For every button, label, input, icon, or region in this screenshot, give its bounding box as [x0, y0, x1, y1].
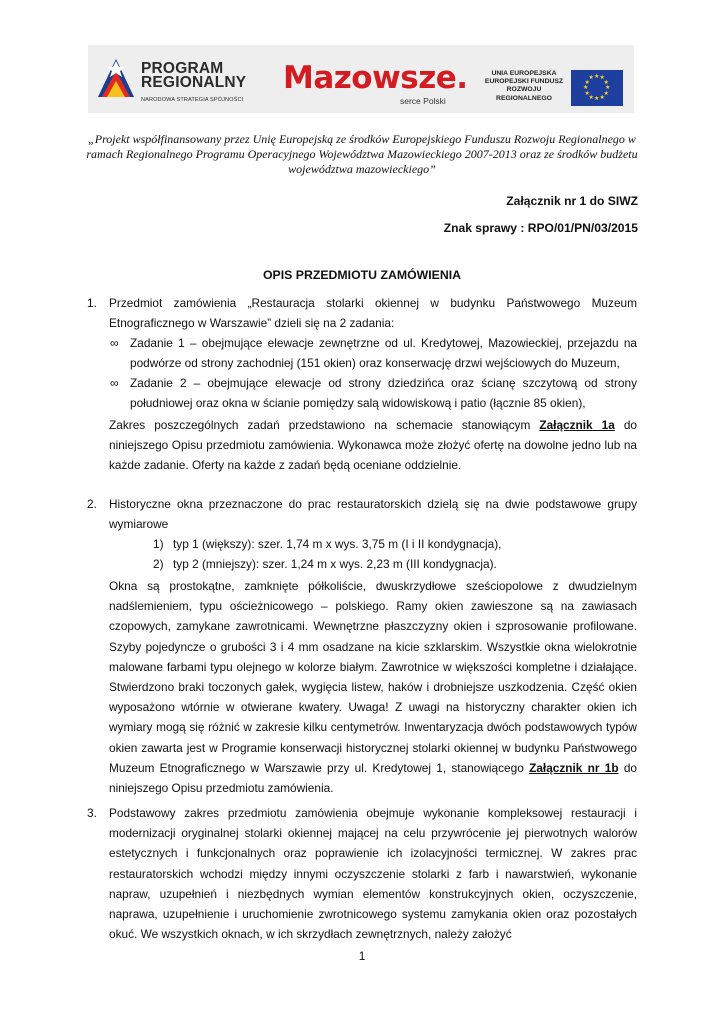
type-2-number: 2) — [153, 557, 164, 571]
eu-star-icon: ★ — [584, 79, 590, 86]
task-1-line1: Zadanie 1 – obejmujące elewacje zewnętrzne od ul. Kredytowej, Mazowieckiej, przejazdu na — [130, 336, 637, 350]
program-logo-line2: REGIONALNY — [141, 74, 247, 91]
eu-star-icon: ★ — [583, 85, 589, 91]
section-1-paragraph-text-end: do niniejszego Opisu przedmiotu zamówienia. Wykonawca może złożyć ofertę na dowolne jedno lub na każde zadanie. Oferty na każde z zadań będą oceniane oddzielnie. — [109, 418, 637, 473]
eu-flag-icon — [571, 70, 623, 106]
section-1-paragraph-text: Zakres poszczególnych zadań przedstawiono na schemacie stanowiącym — [109, 418, 540, 432]
mazowsze-subtitle: serce Polski — [400, 96, 446, 106]
intro-note: „Projekt współfinansowany przez Unię Europejską ze środków Europejskiego Funduszu Rozwoju Regionalnego w ramach Regionalnego Programu Operacyjnego Województwa Mazowieckiego 2007-2013 oraz ze środków budżetu województwa mazowieckiego” — [86, 132, 638, 176]
eu-star-icon: ★ — [588, 94, 594, 101]
section-1-paragraph — [109, 415, 637, 476]
eu-star-icon: ★ — [584, 90, 590, 97]
program-regionalny-logo — [96, 57, 266, 109]
eu-star-icon: ★ — [594, 74, 600, 80]
eu-star-icon: ★ — [603, 90, 609, 97]
eu-logo-line1: UNIA EUROPEJSKA — [491, 70, 557, 77]
eu-star-icon: ★ — [605, 85, 611, 91]
case-number: Znak sprawy : RPO/01/PN/03/2015 — [443, 221, 638, 235]
page-title: OPIS PRZEDMIOTU ZAMÓWIENIA — [262, 268, 462, 282]
section-1-line1: Przedmiot zamówienia „Restauracja stolarki okiennej w budynku Państwowego Muzeum — [109, 296, 637, 310]
attachment-label: Załącznik nr 1 do SIWZ — [506, 194, 638, 208]
program-logo-subtitle: NARODOWA STRATEGIA SPÓJNOŚCI — [141, 97, 244, 103]
eu-star-icon: ★ — [603, 79, 609, 86]
type-2-dimensions: typ 2 (mniejszy): szer. 1,24 m x wys. 2,23 m (III kondygnacja). — [173, 557, 497, 571]
section-1-line2: Etnograficznego w Warszawie” dzieli się na 2 zadania: — [109, 316, 395, 330]
eu-star-icon: ★ — [599, 94, 605, 101]
mazowsze-wordmark: Mazowsze. — [283, 60, 468, 96]
type-1-number: 1) — [153, 537, 164, 551]
section-2-number: 2. — [87, 497, 97, 511]
section-2-paragraph — [109, 576, 637, 798]
section-3-paragraph: Podstawowy zakres przedmiotu zamówienia obejmuje wykonanie kompleksowej restauracji i modernizacji oryginalnej stolarki okiennej mającej na celu przywrócenie jej pierwotnych walorów estetycznych i funkcjonalnych oraz poprawienie ich izolacyjności termicznej. W zakres prac restauratorskich wchodzi między innymi oczyszczenie stolarki z farb i nawarstwień, wykonanie napraw, uzupełnień i niezbędnych wymian elementów konstrukcyjnych okien, oczyszczenie, naprawa, uzupełnienie i uruchomienie zwrotnicowego systemu zamykania okien oraz pozostałych okuć. We wszystkich oknach, w ich skrzydłach zewnętrznych, należy założyć — [109, 806, 637, 942]
task-2-line2: południowej oraz okna w ścianie pomiędzy salą widowiskową i patio (łącznie 85 okien), — [130, 396, 586, 410]
eu-logo-line3: ROZWOJU REGIONALNEGO — [496, 86, 552, 102]
attachment-1b-link[interactable]: Załącznik nr 1b — [529, 760, 619, 775]
bullet-icon: ∞ — [110, 336, 119, 350]
section-2-paragraph-text-end: do niniejszego Opisu przedmiotu zamówienia. — [109, 760, 638, 796]
task-1-line2: podwórze od strony zachodniej (151 okien) oraz konserwację drzwi wejściowych do Muzeum, — [130, 356, 620, 370]
bullet-icon: ∞ — [110, 376, 119, 390]
program-logo-line1: PROGRAM — [141, 60, 224, 77]
section-1-number: 1. — [87, 296, 97, 310]
attachment-1a-link[interactable]: Załącznik 1a — [539, 418, 615, 432]
eu-logo-line2: EUROPEJSKI FUNDUSZ — [484, 78, 564, 86]
section-2-paragraph-text: Okna są prostokątne, zamknięte półkoliście, dwuskrzydłowe sześciopolowe z dwudzielnym nadślemieniem, typu ościeżnicowego – polskiego. Ramy okien zawieszone są na zawiasach czopowych, zamykane zawrotnicami. Wewnętrzne płaszczyzny okien i szprosowanie profilowane. Szyby pojedyncze o grubości 3 i 4 mm osadzane na kicie szklarskim. Wszystkie okna wielokrotnie malowane farbami typu olejnego w kolorze białym. Zawrotnice w większości kompletne i działające. Stwierdzono braki toczonych gałek, wygięcia listew, haków i drobniejsze uszkodzenia. Część okien wyposażono wtórnie w otwierane kwatery. Uwaga! Z uwagi na historyczny charakter okien ich wymiary mogą się różnić w zakresie kilku centymetrów. Inwentaryzacja dwóch podstawowych typów okien zawarta jest w Programie konserwacji historycznej stolarki okiennej w budynku Państwowego Muzeum Etnograficznego w Warszawie przy ul. Kredytowej 1, stanowiącego — [109, 579, 637, 775]
type-1-dimensions: typ 1 (większy): szer. 1,74 m x wys. 3,75 m (I i II kondygnacja), — [173, 537, 502, 551]
task-2-line1: Zadanie 2 – obejmujące elewacje od strony dziedzińca oraz ścianę szczytową od strony — [130, 376, 637, 390]
section-3-number: 3. — [87, 806, 97, 820]
section-2-line1: Historyczne okna przeznaczone do prac restauratorskich dzielą się na dwie podstawowe grupy — [109, 497, 637, 511]
eu-star-icon: ★ — [594, 96, 600, 102]
program-regionalny-mark-icon — [96, 57, 136, 103]
section-2-line2: wymiarowe — [109, 517, 169, 531]
eu-star-icon: ★ — [588, 75, 594, 82]
eu-star-icon: ★ — [599, 75, 605, 82]
page-number: 1 — [358, 949, 366, 963]
eu-logo — [480, 70, 628, 110]
mazowsze-logo — [283, 60, 468, 110]
